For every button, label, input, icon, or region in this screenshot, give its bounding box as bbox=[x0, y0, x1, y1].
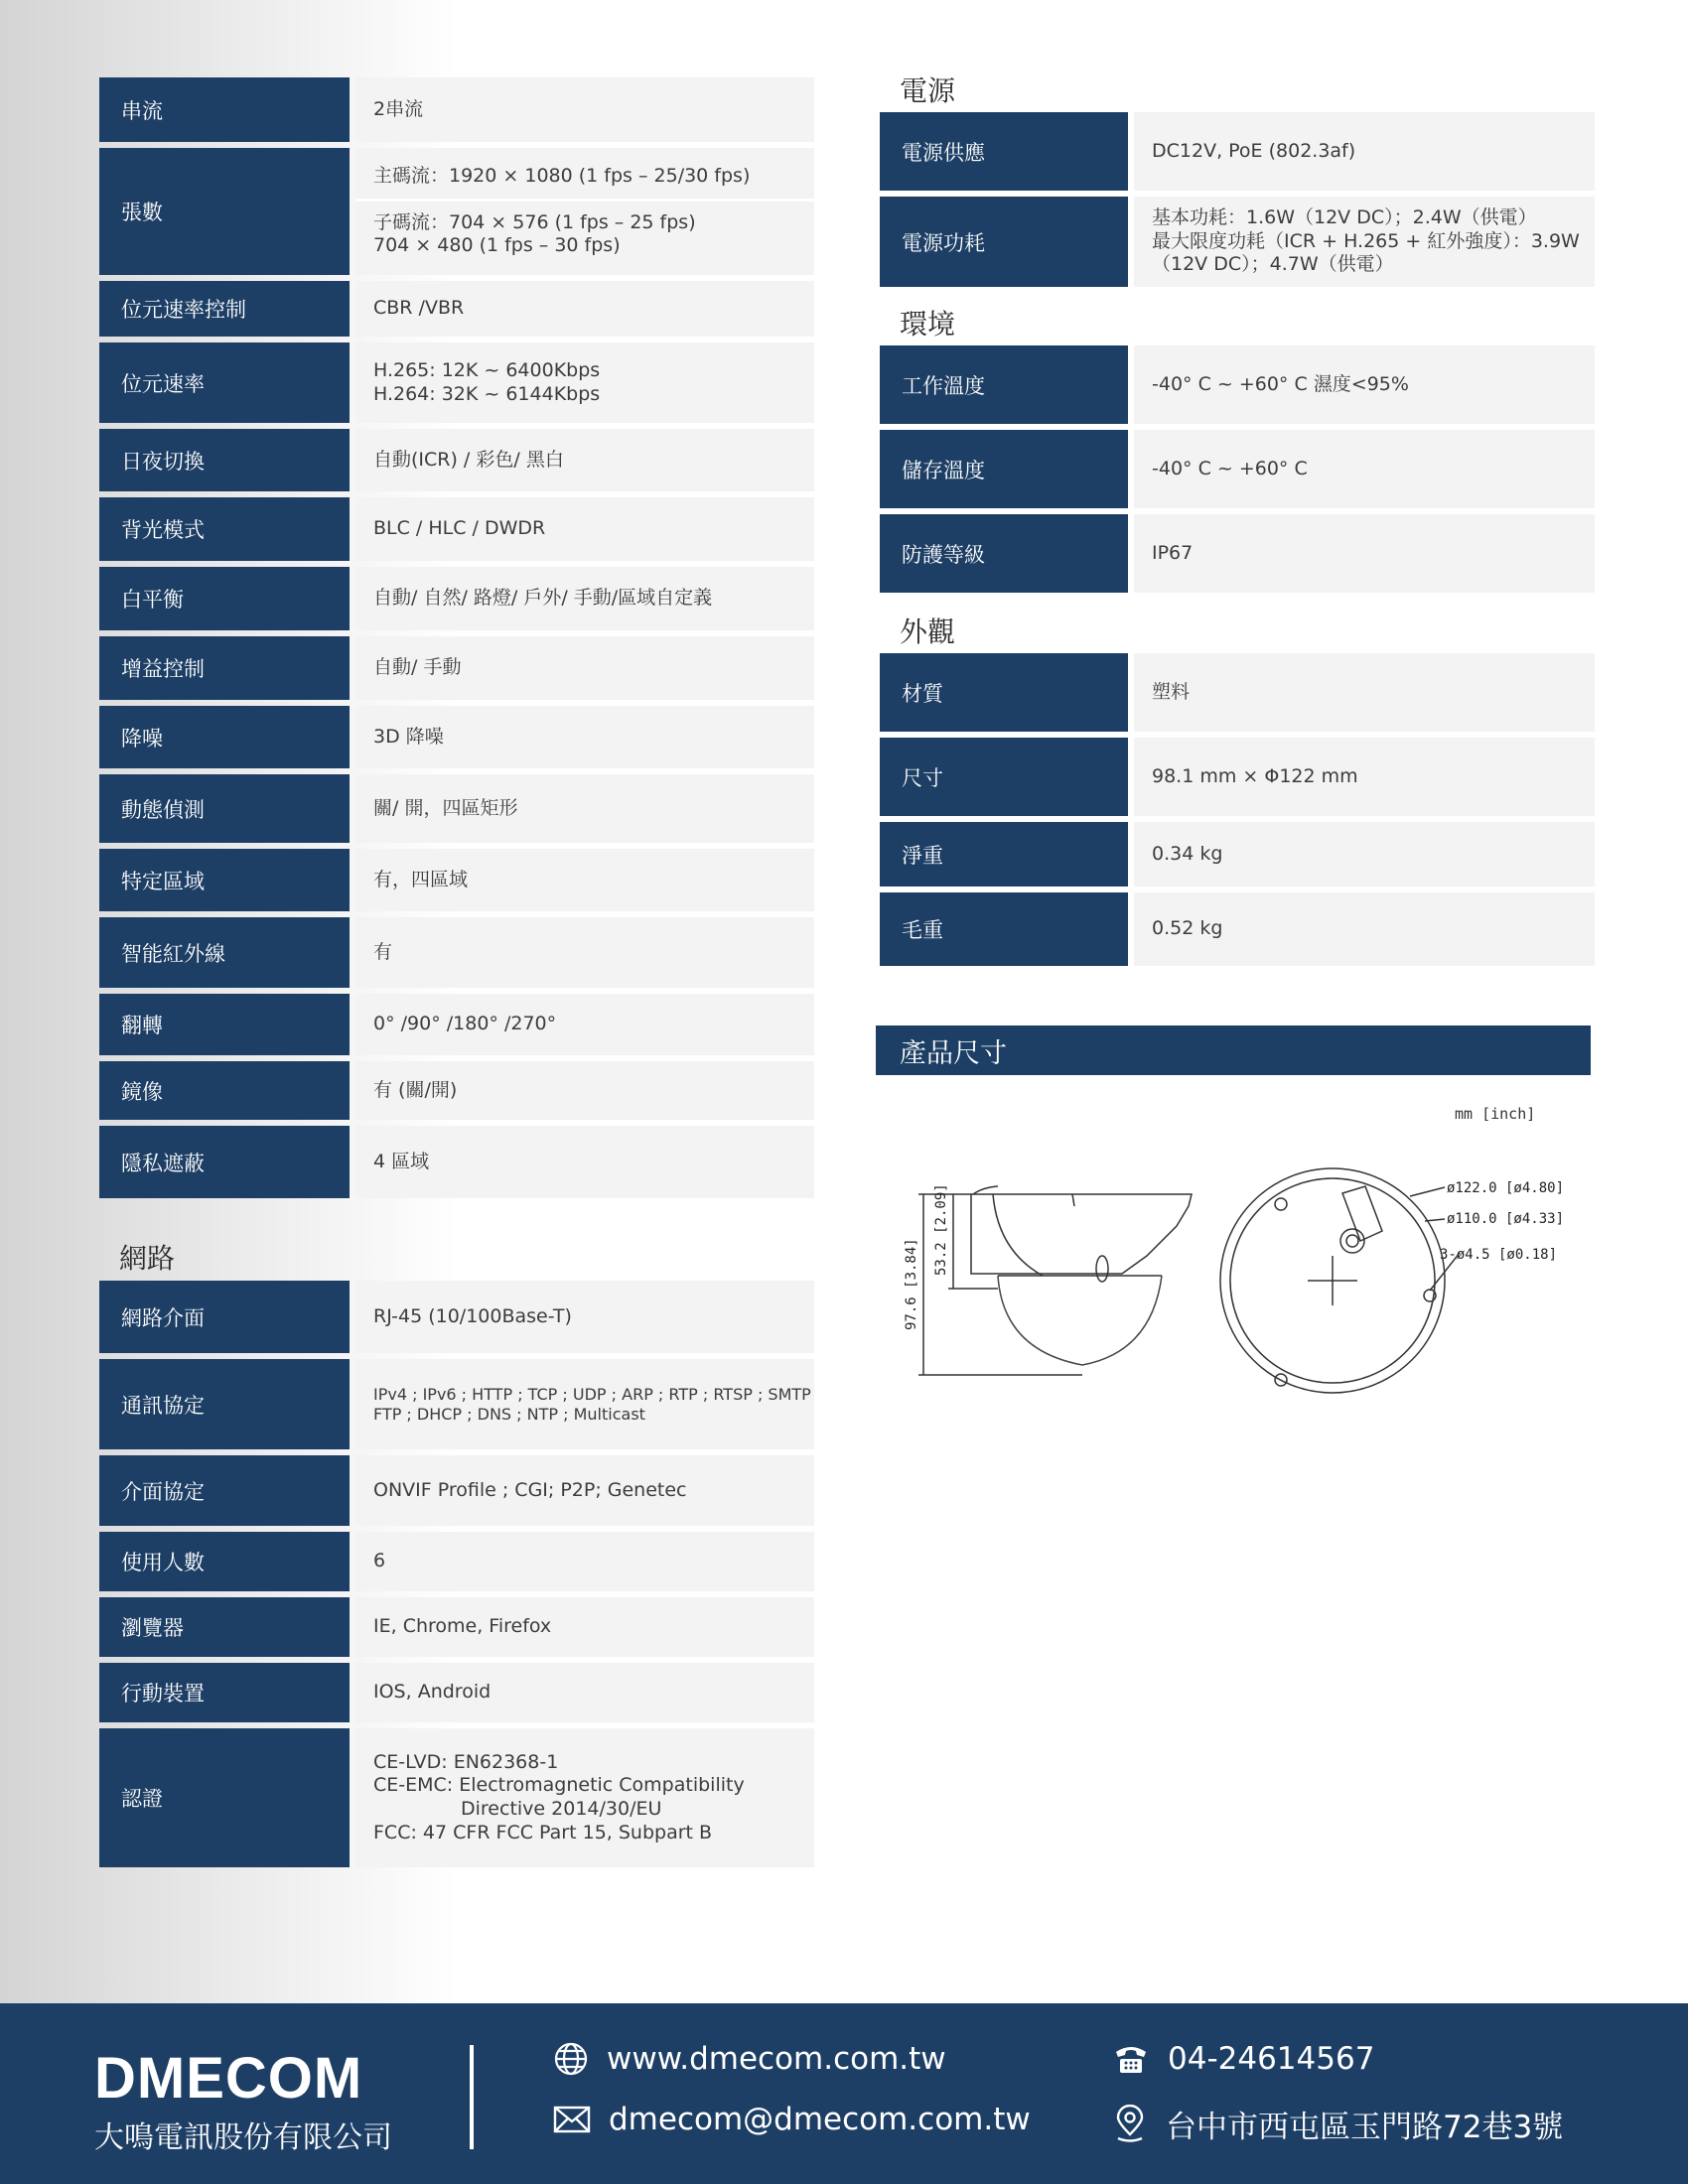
value-divider bbox=[355, 199, 814, 202]
spec-row bbox=[880, 514, 1595, 593]
mount-holes-label: 3-ø4.5 [ø0.18] bbox=[1440, 1247, 1558, 1263]
dimension-drawing bbox=[894, 1092, 1589, 1430]
spec-value-line: 98.1 mm × Φ122 mm bbox=[1152, 764, 1358, 787]
spec-value bbox=[1134, 738, 1595, 816]
inner-diameter-label: ø110.0 [ø4.33] bbox=[1447, 1211, 1565, 1227]
phone-contact[interactable] bbox=[1112, 2041, 1374, 2077]
spec-value-line: 有 bbox=[373, 940, 393, 963]
spec-label: 背光模式 bbox=[99, 497, 350, 561]
spec-value bbox=[1134, 112, 1595, 191]
camera-spec-table bbox=[99, 77, 814, 1204]
spec-row bbox=[99, 1359, 814, 1449]
spec-value-line: BLC / HLC / DWDR bbox=[373, 517, 546, 540]
spec-row bbox=[99, 1126, 814, 1198]
spec-value bbox=[355, 706, 814, 768]
spec-row bbox=[880, 430, 1595, 508]
spec-value-line: FTP ; DHCP ; DNS ; NTP ; Multicast bbox=[373, 1404, 645, 1424]
spec-value bbox=[355, 1061, 814, 1120]
spec-label: 動態偵測 bbox=[99, 774, 350, 843]
spec-label: 網路介面 bbox=[99, 1281, 350, 1353]
spec-row bbox=[99, 1455, 814, 1526]
email-link[interactable]: dmecom@dmecom.com.tw bbox=[609, 2102, 1031, 2137]
spec-value bbox=[1134, 197, 1595, 287]
unit-label: mm [inch] bbox=[1455, 1105, 1536, 1123]
spec-value-line: CE-LVD: EN62368-1 bbox=[373, 1750, 559, 1773]
spec-row bbox=[99, 917, 814, 988]
spec-value bbox=[355, 1359, 814, 1449]
spec-label: 白平衡 bbox=[99, 567, 350, 630]
spec-value-line: RJ-45 (10/100Base-T) bbox=[373, 1304, 572, 1327]
spec-value-line: FCC: 47 CFR FCC Part 15, Subpart B bbox=[373, 1821, 713, 1843]
spec-label: 電源功耗 bbox=[880, 197, 1128, 287]
spec-value bbox=[355, 994, 814, 1055]
dimensions-title: 產品尺寸 bbox=[900, 1037, 1007, 1069]
spec-label: 儲存溫度 bbox=[880, 430, 1128, 508]
spec-value-line: 4 區域 bbox=[373, 1150, 430, 1172]
spec-label: 降噪 bbox=[99, 706, 350, 768]
spec-row bbox=[880, 345, 1595, 424]
dimensions-title-bar bbox=[876, 1025, 1591, 1075]
spec-row bbox=[880, 653, 1595, 732]
spec-value-line: 關/ 開，四區矩形 bbox=[373, 796, 518, 819]
spec-value bbox=[1134, 892, 1595, 966]
spec-value bbox=[355, 849, 814, 911]
spec-value bbox=[355, 1597, 814, 1657]
spec-value-line: -40° C ~ +60° C 濕度<95% bbox=[1152, 372, 1409, 395]
spec-row bbox=[99, 567, 814, 630]
spec-row bbox=[99, 1281, 814, 1353]
spec-value-line: H.265: 12K ~ 6400Kbps bbox=[373, 358, 601, 381]
spec-value-line: IE, Chrome, Firefox bbox=[373, 1615, 552, 1638]
spec-label: 認證 bbox=[99, 1728, 350, 1867]
spec-value-line: 704 × 480 (1 fps – 30 fps) bbox=[373, 234, 621, 257]
spec-row bbox=[99, 148, 814, 275]
spec-value-line: CE-EMC: Electromagnetic Compatibility bbox=[373, 1774, 745, 1797]
spec-value-line: 6 bbox=[373, 1550, 386, 1572]
side-view bbox=[918, 1186, 1192, 1375]
spec-value-line: （12V DC）；4.7W（供電） bbox=[1152, 253, 1394, 276]
spec-label: 材質 bbox=[880, 653, 1128, 732]
spec-value-line: 子碼流：704 × 576 (1 fps – 25 fps) bbox=[373, 210, 696, 233]
power-spec-table bbox=[880, 112, 1595, 293]
spec-value-line: ONVIF Profile ; CGI; P2P; Genetec bbox=[373, 1478, 687, 1501]
spec-label: 介面協定 bbox=[99, 1455, 350, 1526]
phone-number[interactable]: 04-24614567 bbox=[1168, 2041, 1375, 2077]
spec-value-line: Directive 2014/30/EU bbox=[461, 1798, 662, 1820]
map-pin-icon bbox=[1112, 2105, 1148, 2144]
spec-row bbox=[99, 849, 814, 911]
spec-label: 日夜切換 bbox=[99, 429, 350, 491]
spec-value bbox=[355, 1126, 814, 1198]
spec-value bbox=[1134, 514, 1595, 593]
power-section-title: 電源 bbox=[900, 74, 956, 107]
spec-label: 防護等級 bbox=[880, 514, 1128, 593]
spec-value bbox=[355, 636, 814, 700]
spec-row bbox=[99, 774, 814, 843]
spec-row bbox=[99, 994, 814, 1055]
envelope-icon bbox=[553, 2105, 591, 2134]
spec-value bbox=[1134, 822, 1595, 887]
spec-row bbox=[880, 892, 1595, 966]
spec-label: 通訊協定 bbox=[99, 1359, 350, 1449]
telephone-icon bbox=[1112, 2042, 1150, 2076]
spec-value-line: -40° C ~ +60° C bbox=[1152, 457, 1308, 479]
spec-row bbox=[99, 1061, 814, 1120]
appearance-section-title: 外觀 bbox=[900, 615, 956, 648]
environment-spec-table bbox=[880, 345, 1595, 599]
environment-section-title: 環境 bbox=[900, 308, 956, 341]
spec-row bbox=[880, 822, 1595, 887]
spec-value-line: 0.34 kg bbox=[1152, 842, 1223, 865]
spec-row bbox=[99, 636, 814, 700]
globe-icon bbox=[553, 2041, 589, 2077]
spec-label: 行動裝置 bbox=[99, 1663, 350, 1722]
spec-value bbox=[355, 281, 814, 337]
website-link[interactable]: www.dmecom.com.tw bbox=[607, 2041, 946, 2077]
spec-value-line: CBR /VBR bbox=[373, 297, 465, 320]
spec-row bbox=[99, 77, 814, 142]
spec-row bbox=[99, 342, 814, 423]
spec-value bbox=[1134, 653, 1595, 732]
spec-label: 張數 bbox=[99, 148, 350, 275]
spec-value-line: IOS, Android bbox=[373, 1681, 492, 1704]
spec-value-line: IPv4 ; IPv6 ; HTTP ; TCP ; UDP ; ARP ; RTP ; RTSP ; SMTP bbox=[373, 1384, 811, 1404]
spec-value bbox=[355, 77, 814, 142]
top-view bbox=[1220, 1168, 1460, 1393]
footer-divider bbox=[470, 2045, 474, 2149]
spec-value bbox=[355, 1532, 814, 1591]
spec-label: 淨重 bbox=[880, 822, 1128, 887]
spec-label: 尺寸 bbox=[880, 738, 1128, 816]
spec-label: 增益控制 bbox=[99, 636, 350, 700]
appearance-spec-table bbox=[880, 653, 1595, 972]
spec-value bbox=[355, 1281, 814, 1353]
spec-label: 特定區域 bbox=[99, 849, 350, 911]
spec-value-line: 塑料 bbox=[1152, 680, 1191, 703]
spec-row bbox=[99, 1597, 814, 1657]
spec-value bbox=[355, 917, 814, 988]
spec-value bbox=[355, 148, 814, 275]
spec-label: 翻轉 bbox=[99, 994, 350, 1055]
spec-row bbox=[99, 1532, 814, 1591]
spec-row bbox=[880, 738, 1595, 816]
spec-label: 位元速率 bbox=[99, 342, 350, 423]
footer bbox=[0, 2003, 1688, 2184]
spec-value-line: 最大限度功耗（ICR + H.265 + 紅外強度）：3.9W bbox=[1152, 229, 1580, 252]
spec-value bbox=[355, 567, 814, 630]
spec-value bbox=[355, 342, 814, 423]
brand-logo-text: DMECOM bbox=[94, 2046, 363, 2111]
spec-value-line: 0° /90° /180° /270° bbox=[373, 1013, 557, 1035]
spec-row bbox=[99, 281, 814, 337]
spec-value bbox=[355, 1663, 814, 1722]
spec-label: 毛重 bbox=[880, 892, 1128, 966]
spec-value bbox=[355, 1728, 814, 1867]
spec-value bbox=[1134, 345, 1595, 424]
spec-value-line: H.264: 32K ~ 6144Kbps bbox=[373, 382, 601, 405]
spec-value-line: 3D 降噪 bbox=[373, 725, 444, 748]
network-section-title: 網路 bbox=[119, 1242, 176, 1275]
outer-diameter-label: ø122.0 [ø4.80] bbox=[1447, 1180, 1565, 1196]
spec-value bbox=[355, 774, 814, 843]
email-contact[interactable] bbox=[553, 2102, 1031, 2137]
spec-value-line: 2串流 bbox=[373, 97, 424, 120]
spec-label: 鏡像 bbox=[99, 1061, 350, 1120]
height-total-label: 97.6 [3.84] bbox=[904, 1238, 919, 1330]
company-name: 大鳴電訊股份有限公司 bbox=[94, 2120, 392, 2155]
address-text[interactable]: 台中市西屯區玉門路72巷3號 bbox=[1166, 2110, 1564, 2145]
spec-row bbox=[880, 197, 1595, 287]
spec-value-line: 自動/ 手動 bbox=[373, 656, 462, 679]
spec-value-line: 主碼流：1920 × 1080 (1 fps – 25/30 fps) bbox=[373, 164, 751, 187]
spec-value-line: 自動(ICR) / 彩色/ 黑白 bbox=[373, 448, 564, 471]
spec-row bbox=[880, 112, 1595, 191]
spec-value bbox=[355, 429, 814, 491]
spec-value-line: DC12V, PoE (802.3af) bbox=[1152, 139, 1356, 162]
spec-row bbox=[99, 497, 814, 561]
height-base-label: 53.2 [2.09] bbox=[933, 1183, 949, 1276]
address-contact[interactable] bbox=[1112, 2102, 1563, 2146]
spec-row bbox=[99, 1663, 814, 1722]
spec-value bbox=[355, 1455, 814, 1526]
spec-label: 使用人數 bbox=[99, 1532, 350, 1591]
spec-value bbox=[1134, 430, 1595, 508]
spec-label: 電源供應 bbox=[880, 112, 1128, 191]
spec-row bbox=[99, 706, 814, 768]
spec-label: 瀏覽器 bbox=[99, 1597, 350, 1657]
spec-value-line: 有 (關/開) bbox=[373, 1078, 458, 1101]
spec-value-line: 0.52 kg bbox=[1152, 917, 1223, 940]
spec-row bbox=[99, 1728, 814, 1867]
network-spec-table bbox=[99, 1281, 814, 1873]
spec-value-line: 自動/ 自然/ 路燈/ 戶外/ 手動/區域自定義 bbox=[373, 587, 713, 610]
spec-value-line: IP67 bbox=[1152, 541, 1194, 564]
spec-value-line: 有，四區域 bbox=[373, 868, 469, 890]
website-contact[interactable] bbox=[553, 2041, 946, 2077]
spec-label: 智能紅外線 bbox=[99, 917, 350, 988]
spec-label: 串流 bbox=[99, 77, 350, 142]
spec-label: 工作溫度 bbox=[880, 345, 1128, 424]
spec-row bbox=[99, 429, 814, 491]
spec-label: 位元速率控制 bbox=[99, 281, 350, 337]
spec-value-line: 基本功耗：1.6W（12V DC）；2.4W（供電） bbox=[1152, 205, 1537, 228]
spec-value bbox=[355, 497, 814, 561]
spec-label: 隱私遮蔽 bbox=[99, 1126, 350, 1198]
